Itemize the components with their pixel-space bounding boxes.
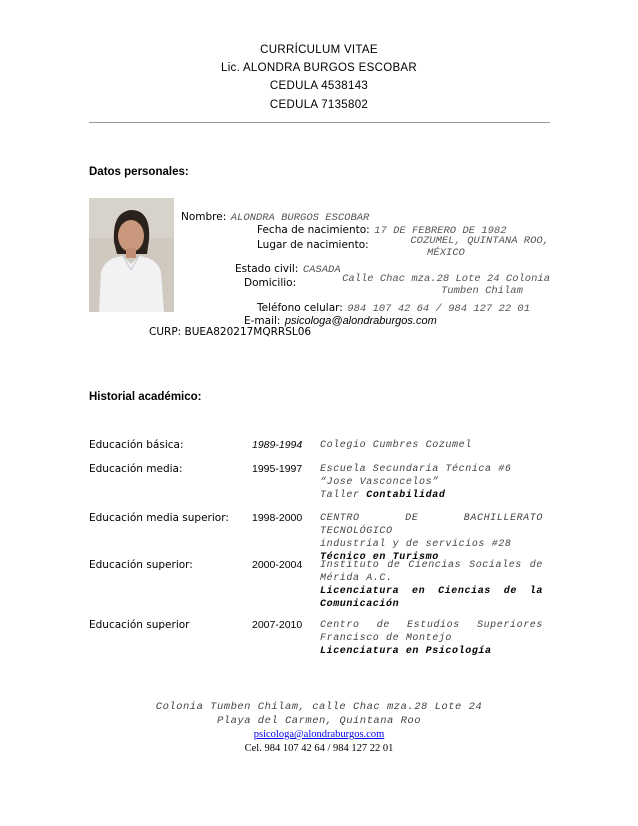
- edu-media-superior-label: Educación media superior:: [89, 512, 229, 524]
- curp: CURP: BUEA820217MQRRSL06: [149, 326, 312, 338]
- edu-basica-label: Educación básica:: [89, 439, 184, 451]
- edu-media-superior-school: CENTRO DE BACHILLERATO TECNOLÓGICO industrial y de servicios #28 Técnico en Turismo: [320, 513, 543, 563]
- edu-media-superior-years: 1998-2000: [252, 512, 303, 524]
- domicilio-value: Calle Chac mza.28 Lote 24 Colonia: [342, 273, 550, 285]
- domicilio-label: Domicilio:: [244, 277, 297, 289]
- fecha-value: 17 DE FEBRERO DE 1982: [374, 225, 507, 237]
- telefono-value: 984 107 42 64 / 984 127 22 01: [347, 303, 531, 315]
- edu-basica-school: Colegio Cumbres Cozumel: [320, 440, 472, 451]
- lugar-label: Lugar de nacimiento:: [257, 239, 369, 251]
- cv-name: Lic. ALONDRA BURGOS ESCOBAR: [221, 62, 417, 74]
- cedula-2: CEDULA 7135802: [269, 99, 369, 111]
- footer-email: [0, 729, 638, 740]
- edu-superior-2-label: Educación superior: [89, 619, 190, 631]
- email-value: psicologa@alondraburgos.com: [284, 315, 437, 327]
- edu-superior-1-label: Educación superior:: [89, 559, 193, 571]
- edu-superior-2-school: Centro de Estudios Superiores Francisco de Montejo Licenciatura en Psicología: [320, 620, 543, 657]
- cedula-1: CEDULA 4538143: [269, 80, 369, 92]
- nombre-label: Nombre:: [181, 211, 227, 223]
- lugar-value-country: MÉXICO: [427, 247, 465, 259]
- footer-phone: Cel. 984 107 42 64 / 984 127 22 01: [244, 743, 394, 754]
- footer-address-line1: Colonia Tumben Chilam, calle Chac mza.28 Lote 24: [155, 701, 483, 713]
- nombre-value: ALONDRA BURGOS ESCOBAR: [230, 212, 370, 224]
- profile-photo: [89, 198, 174, 312]
- fecha-label: Fecha de nacimiento:: [257, 224, 370, 236]
- domicilio-value-colonia: Tumben Chilam: [441, 285, 523, 297]
- lugar-value: COZUMEL, QUINTANA ROO,: [410, 235, 549, 247]
- edu-superior-1-school: Instituto de Ciencias Sociales de Mérida A.C. Licenciatura en Ciencias de la Comunicación: [320, 560, 543, 610]
- footer-address-line2: Playa del Carmen, Quintana Roo: [216, 715, 422, 727]
- edu-superior-1-years: 2000-2004: [252, 559, 303, 571]
- edu-basica-years: 1989-1994: [252, 439, 303, 451]
- estado-civil-value: CASADA: [302, 264, 341, 276]
- edu-media-school: Escuela Secundaria Técnica #6 “Jose Vasconcelos” Taller Contabilidad: [320, 464, 512, 501]
- section-title-academic: Historial académico:: [89, 391, 202, 403]
- header-divider: [89, 122, 550, 123]
- cv-title: CURRÍCULUM VITAE: [260, 44, 378, 56]
- edu-media-label: Educación media:: [89, 463, 183, 475]
- edu-superior-2-years: 2007-2010: [252, 619, 303, 631]
- footer-email-link[interactable]: psicologa@alondraburgos.com: [253, 729, 385, 740]
- email-label: E-mail:: [244, 315, 281, 327]
- estado-civil-label: Estado civil:: [235, 263, 299, 275]
- telefono-label: Teléfono celular:: [257, 302, 343, 314]
- edu-media-years: 1995-1997: [252, 463, 303, 475]
- section-title-personal: Datos personales:: [89, 166, 189, 178]
